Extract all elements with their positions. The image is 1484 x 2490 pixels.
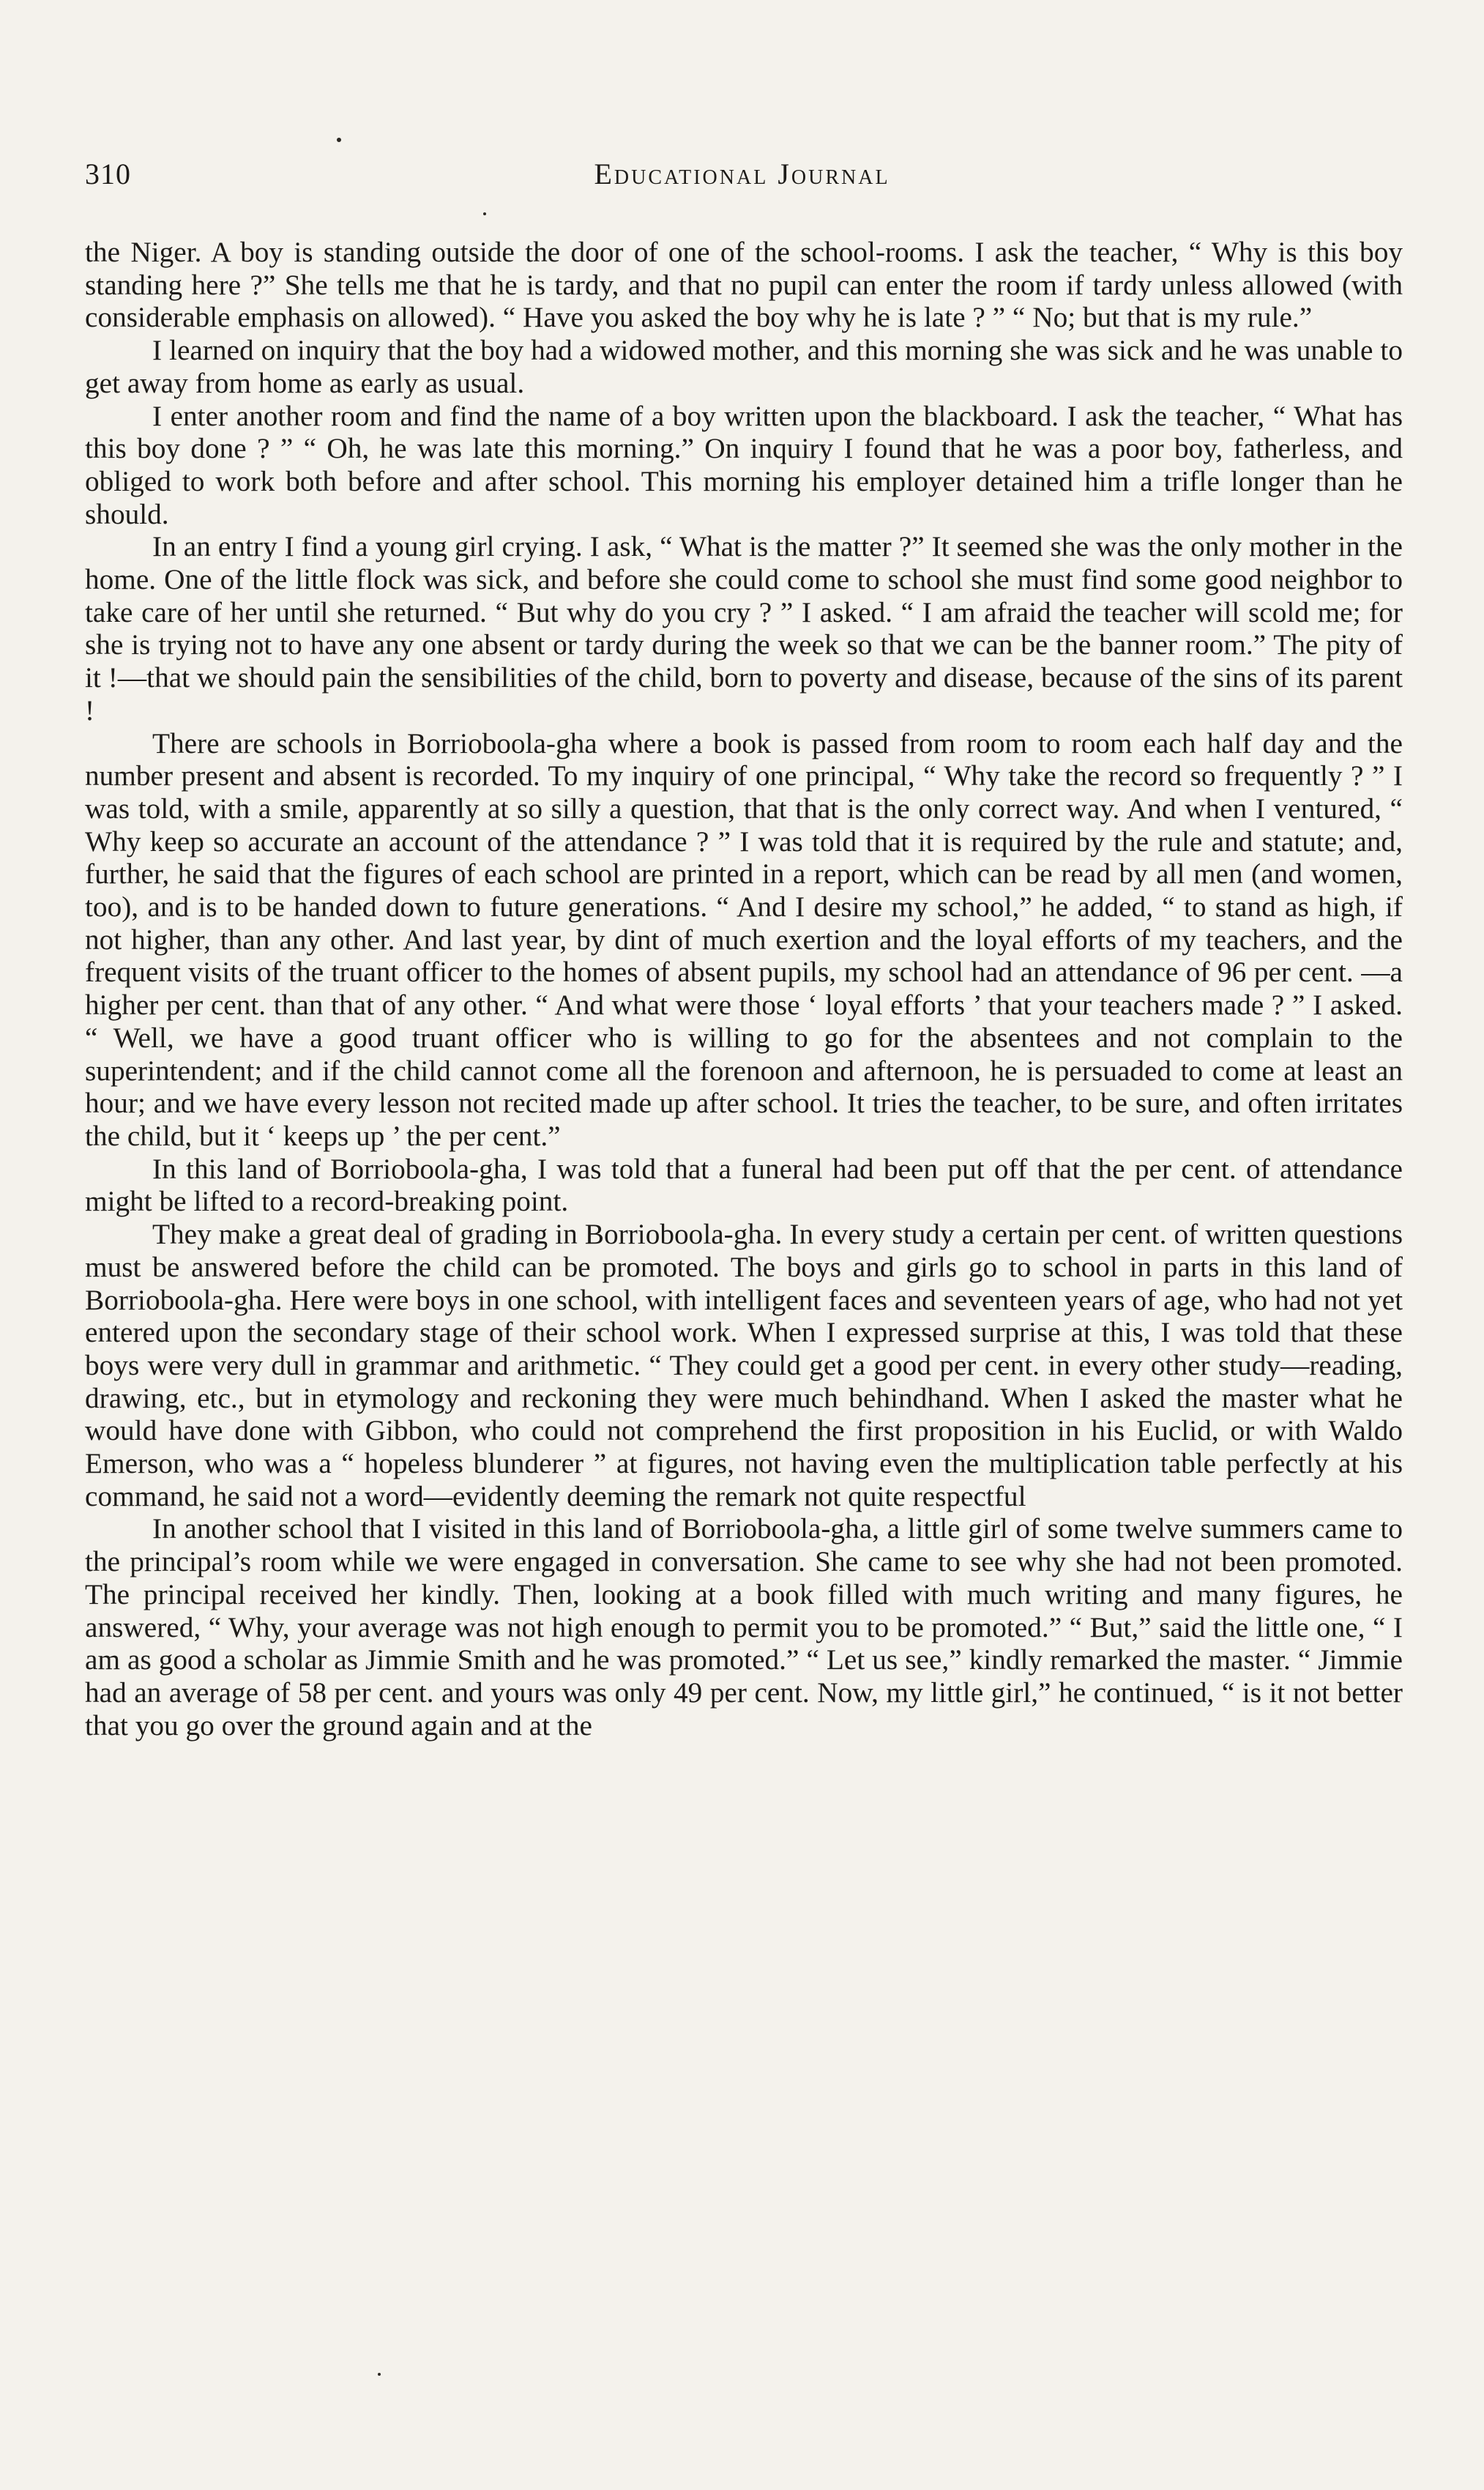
paragraph: I learned on inquiry that the boy had a widowed mother, and this morning she was sick and he was unable to get away from home as early as usual. (85, 334, 1403, 399)
journal-title: Educational Journal (594, 157, 890, 190)
article-body (85, 236, 1403, 1742)
paragraph: They make a great deal of grading in Borrioboola-gha. In every study a certain per cent. of written questions must be answered before the child can be promoted. The boys and girls go to school in parts in this land of Borrioboola-gha. Here were boys in one school, with intelligent faces and seventeen years of age, who had not yet entered upon the secondary stage of their school work. When I expressed surprise at this, I was told that these boys were very dull in grammar and arithmetic. “ They could get a good per cent. in every other study—reading, drawing, etc., but in etymology and reckoning they were much behindhand. When I asked the master what he would have done with Gibbon, who could not comprehend the first proposition in his Euclid, or with Waldo Emerson, who was a “ hopeless blunderer ” at figures, not having even the multiplication table perfectly at his command, he said not a word—evidently deeming the remark not quite respectful (85, 1218, 1403, 1512)
paragraph: In an entry I find a young girl crying. I ask, “ What is the matter ?” It seemed she was the only mother in the home. One of the little flock was sick, and before she could come to school she must find some good neighbor to take care of her until she returned. “ But why do you cry ? ” I asked. “ I am afraid the teacher will scold me; for she is trying not to have any one absent or tardy during the week so that we can be the banner room.” The pity of it !—that we should pain the sensibilities of the child, born to poverty and disease, because of the sins of its parent ! (85, 530, 1403, 726)
print-speck (378, 2373, 381, 2376)
paragraph: In this land of Borrioboola-gha, I was told that a funeral had been put off that the per cent. of attendance might be lifted to a record-breaking point. (85, 1152, 1403, 1218)
paragraph-continued: the Niger. A boy is standing outside the door of one of the school-rooms. I ask the teacher, “ Why is this boy standing here ?” She tells me that he is tardy, and that no pupil can enter the room if tardy unless allowed (with considerable emphasis on allowed). “ Have you asked the boy why he is late ? ” “ No; but that is my rule.” (85, 236, 1403, 334)
print-speck (337, 138, 341, 142)
page-number: 310 (85, 157, 131, 190)
paragraph: In another school that I visited in this land of Borrioboola-gha, a little girl of some twelve summers came to the principal’s room while we were engaged in conversation. She came to see why she had not been promoted. The principal received her kindly. Then, looking at a book filled with much writing and many figures, he answered, “ Why, your average was not high enough to permit you to be promoted.” “ But,” said the little one, “ I am as good a scholar as Jimmie Smith and he was promoted.” “ Let us see,” kindly remarked the master. “ Jimmie had an average of 58 per cent. and yours was only 49 per cent. Now, my little girl,” he continued, “ is it not better that you go over the ground again and at the (85, 1512, 1403, 1742)
paragraph: I enter another room and find the name of a boy written upon the blackboard. I ask the teacher, “ What has this boy done ? ” “ Oh, he was late this morning.” On inquiry I found that he was a poor boy, fatherless, and obliged to work both before and after school. This morning his employer detained him a trifle longer than he should. (85, 399, 1403, 530)
paragraph: There are schools in Borrioboola-gha where a book is passed from room to room each half day and the number present and absent is recorded. To my inquiry of one principal, “ Why take the record so frequently ? ” I was told, with a smile, apparently at so silly a question, that that is the only correct way. And when I ventured, “ Why keep so accurate an account of the attendance ? ” I was told that it is required by the rule and statute; and, further, he said that the figures of each school are printed in a report, which can be read by all men (and women, too), and is to be handed down to future generations. “ And I desire my school,” he added, “ to stand as high, if not higher, than any other. And last year, by dint of much exertion and the loyal efforts of my teachers, and the frequent visits of the truant officer to the homes of absent pupils, my school had an attendance of 96 per cent. —a higher per cent. than that of any other. “ And what were those ‘ loyal efforts ’ that your teachers made ? ” I asked. “ Well, we have a good truant officer who is willing to go for the absentees and not complain to the superintendent; and if the child cannot come all the forenoon and afternoon, he is persuaded to come at least an hour; and we have every lesson not recited made up after school. It tries the teacher, to be sure, and often irritates the child, but it ‘ keeps up ’ the per cent.” (85, 726, 1403, 1152)
running-head (85, 157, 1399, 201)
print-speck (483, 212, 486, 215)
